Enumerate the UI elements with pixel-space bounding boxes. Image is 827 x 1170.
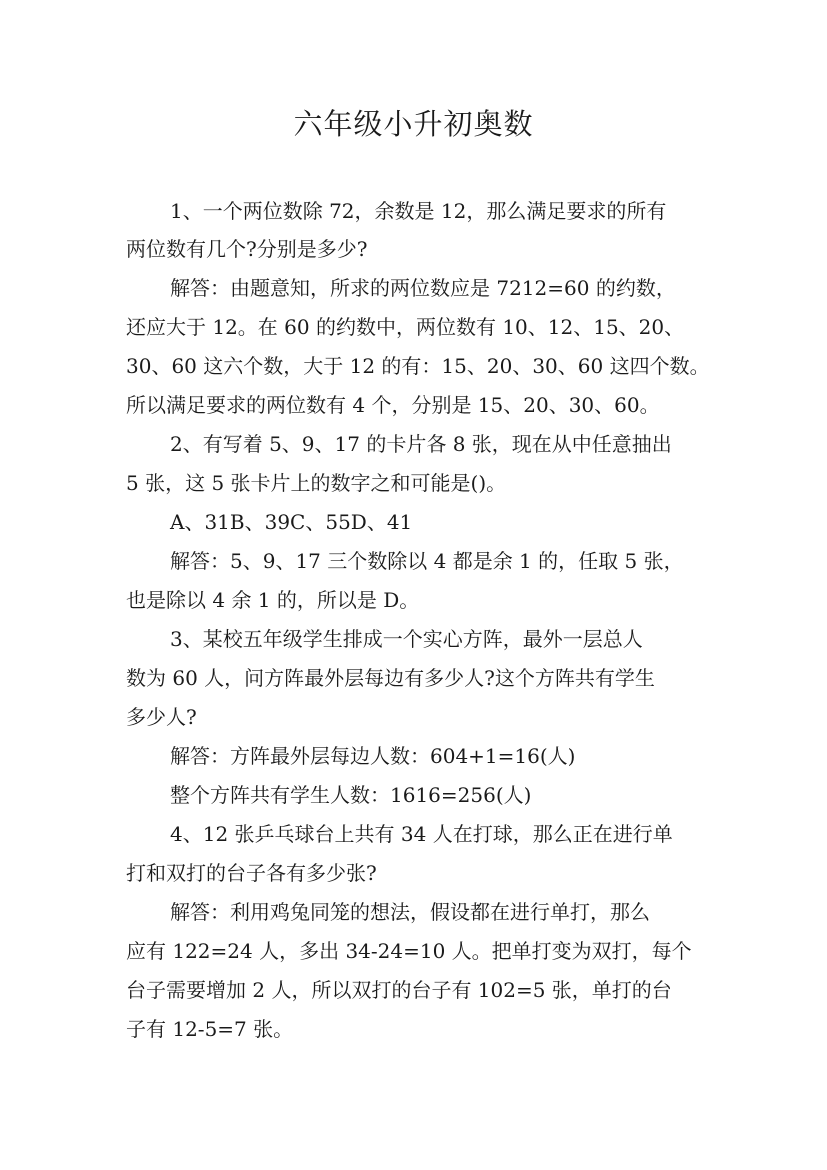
text-line: 子有 12-5=7 张。 xyxy=(126,1017,294,1041)
text-line-options: A、31B、39C、55D、41 xyxy=(170,510,413,534)
text-line: 5 张，这 5 张卡片上的数字之和可能是()。 xyxy=(126,471,507,495)
text-line-q2: 2、有写着 5、9、17 的卡片各 8 张，现在从中任意抽出 xyxy=(170,432,672,456)
text-line-answer: 解答：利用鸡兔同笼的想法，假设都在进行单打，那么 xyxy=(170,900,650,924)
text-line: 所以满足要求的两位数有 4 个，分别是 15、20、30、60。 xyxy=(126,393,660,417)
text-line: 还应大于 12。在 60 的约数中，两位数有 10、12、15、20、 xyxy=(126,315,685,339)
text-line-q4: 4、12 张乒乓球台上共有 34 人在打球，那么正在进行单 xyxy=(170,822,673,846)
text-line: 打和双打的台子各有多少张? xyxy=(126,861,377,885)
text-line-answer: 解答：方阵最外层每边人数：604+1=16(人) xyxy=(170,744,576,768)
document-title: 六年级小升初奥数 xyxy=(293,107,534,141)
text-line: 也是除以 4 余 1 的，所以是 D。 xyxy=(126,588,420,612)
text-line: 30、60 这六个数，大于 12 的有：15、20、30、60 这四个数。 xyxy=(126,354,710,378)
text-line: 多少人? xyxy=(126,705,197,729)
text-line: 数为 60 人，问方阵最外层每边有多少人?这个方阵共有学生 xyxy=(126,666,655,690)
text-line-q3: 3、某校五年级学生排成一个实心方阵，最外一层总人 xyxy=(170,627,643,651)
text-line: 应有 122=24 人，多出 34-24=10 人。把单打变为双打，每个 xyxy=(126,939,692,963)
text-line: 整个方阵共有学生人数：1616=256(人) xyxy=(170,783,532,807)
text-line: 台子需要增加 2 人，所以双打的台子有 102=5 张，单打的台 xyxy=(126,978,672,1002)
text-line-answer: 解答：由题意知，所求的两位数应是 7212=60 的约数， xyxy=(170,276,676,300)
text-line-answer: 解答：5、9、17 三个数除以 4 都是余 1 的，任取 5 张， xyxy=(170,549,684,573)
text-line-q1: 1、一个两位数除 72，余数是 12，那么满足要求的所有 xyxy=(170,199,667,223)
text-line: 两位数有几个?分别是多少? xyxy=(126,237,368,261)
